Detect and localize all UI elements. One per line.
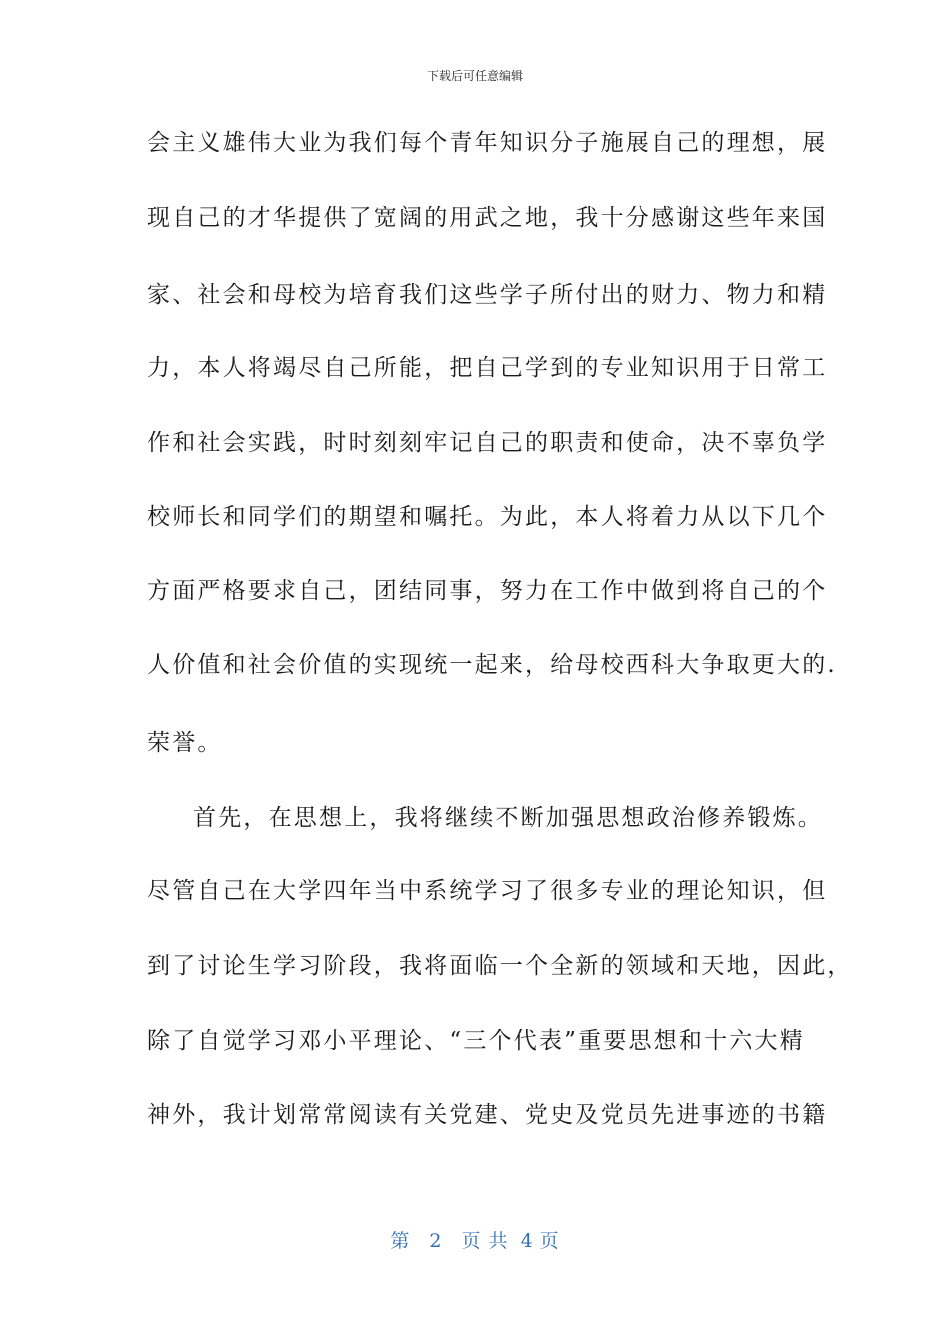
body-line: 人价值和社会价值的实现统一起来，给母校西科大争取更大的. — [147, 652, 837, 678]
paragraph-first-line: 首先，在思想上，我将继续不断加强思想政治修养锻炼。 — [193, 805, 823, 831]
page-header: 下载后可任意编辑 — [426, 69, 523, 83]
footer-mid: 页 共 — [461, 1230, 509, 1252]
body-line: 作和社会实践，时时刻刻牢记自己的职责和使命，决不辜负学 — [147, 430, 828, 456]
body-line: 神外，我计划常常阅读有关党建、党史及党员先进事迹的书籍 — [147, 1102, 828, 1128]
footer-prefix: 第 — [390, 1230, 411, 1252]
body-line: 荣誉。 — [147, 730, 223, 756]
current-page-number: 2 — [429, 1230, 443, 1252]
body-line: 会主义雄伟大业为我们每个青年知识分子施展自己的理想，展 — [147, 130, 828, 156]
total-pages: 4 — [520, 1230, 534, 1252]
footer-suffix: 页 — [539, 1230, 560, 1252]
body-line: 到了讨论生学习阶段，我将面临一个全新的领域和天地，因此， — [147, 953, 853, 979]
body-line: 尽管自己在大学四年当中系统学习了很多专业的理论知识，但 — [147, 878, 828, 904]
body-line: 家、社会和母校为培育我们这些学子所付出的财力、物力和精 — [147, 282, 828, 308]
body-line: 除了自觉学习邓小平理论、“三个代表”重要思想和十六大精 — [147, 1028, 805, 1054]
page-footer — [0, 1226, 950, 1253]
body-line: 现自己的才华提供了宽阔的用武之地，我十分感谢这些年来国 — [147, 205, 828, 231]
body-line: 方面严格要求自己，团结同事，努力在工作中做到将自己的个 — [147, 578, 828, 604]
body-line: 力，本人将竭尽自己所能，把自己学到的专业知识用于日常工 — [147, 355, 828, 381]
body-line: 校师长和同学们的期望和嘱托。为此，本人将着力从以下几个 — [147, 504, 828, 530]
